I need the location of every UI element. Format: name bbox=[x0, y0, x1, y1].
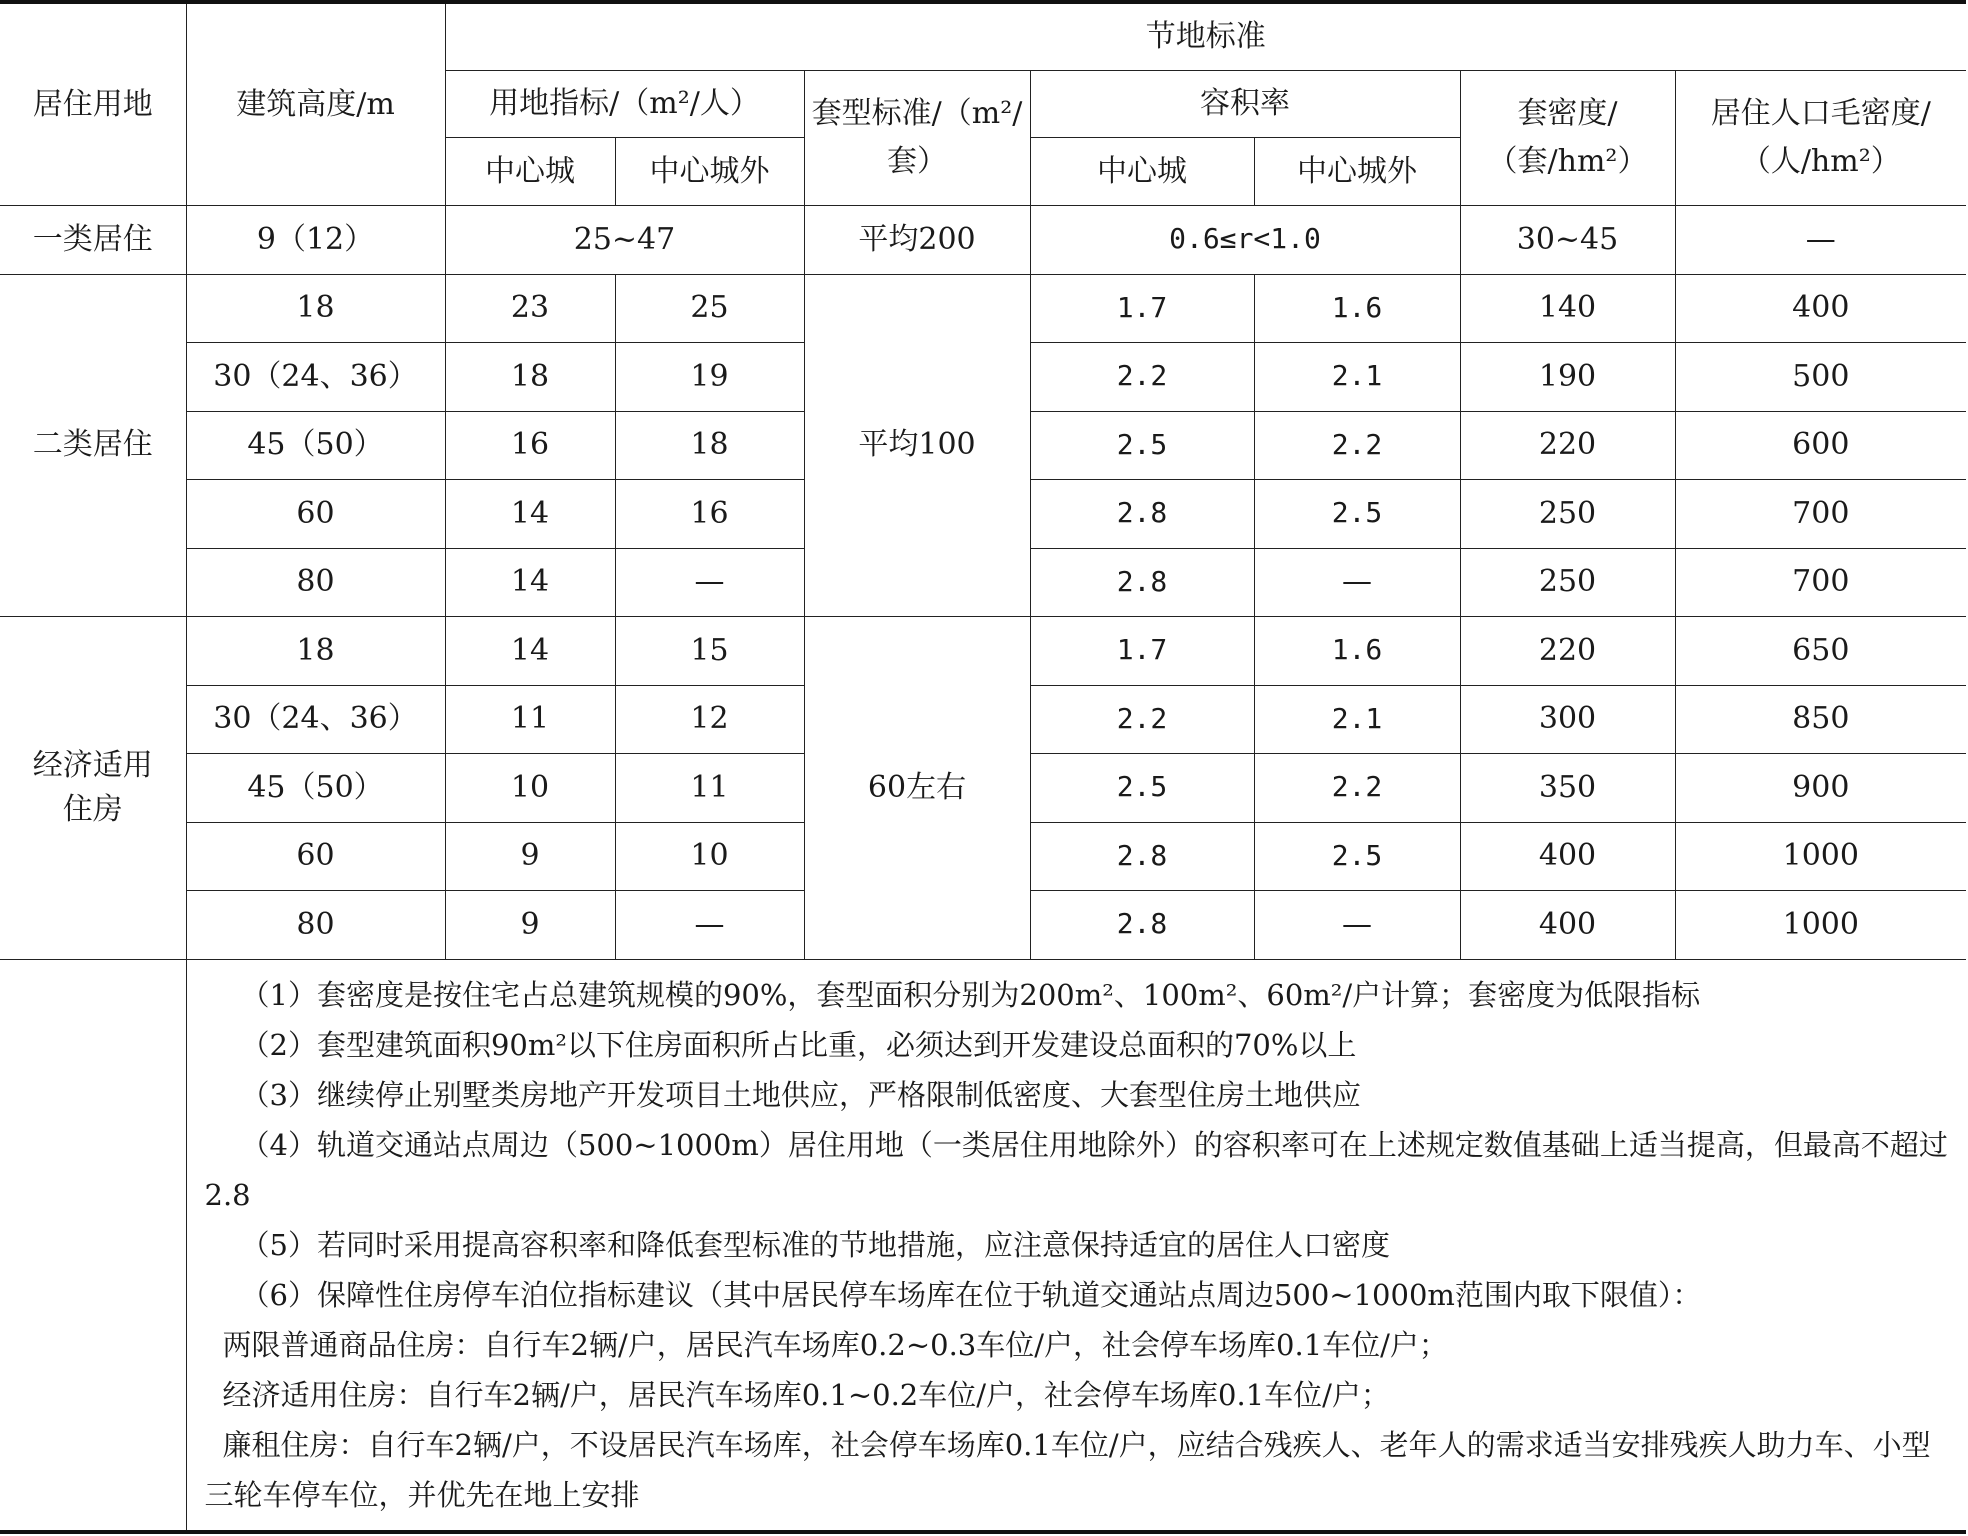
cell-far-center: 2.2 bbox=[1030, 685, 1254, 754]
group-affordable-unit: 60左右 bbox=[804, 617, 1030, 960]
cell-land: 25~47 bbox=[445, 206, 804, 275]
table-row bbox=[0, 617, 1966, 686]
group-class2-unit: 平均100 bbox=[804, 274, 1030, 617]
header-building-height: 建筑高度/m bbox=[186, 2, 445, 206]
cell-far: 0.6≤r<1.0 bbox=[1030, 206, 1460, 275]
cell-pop: 850 bbox=[1675, 685, 1966, 754]
cell-far-center: 2.8 bbox=[1030, 891, 1254, 960]
cell-pop: 650 bbox=[1675, 617, 1966, 686]
cell-land-center: 11 bbox=[445, 685, 615, 754]
cell-land-center: 9 bbox=[445, 822, 615, 891]
cell-pop: 700 bbox=[1675, 548, 1966, 617]
header-pop-density: 居住人口毛密度/（人/hm²） bbox=[1675, 71, 1966, 206]
note-5: （5）若同时采用提高容积率和降低套型标准的节地措施，应注意保持适宜的居住人口密度 bbox=[240, 1227, 1390, 1262]
cell-far-center: 2.8 bbox=[1030, 480, 1254, 549]
cell-land-outer: 12 bbox=[615, 685, 804, 754]
cell-far-outer: — bbox=[1254, 548, 1460, 617]
cell-height: 45（50） bbox=[186, 754, 445, 823]
note-4: （4）轨道交通站点周边（500~1000m）居住用地（一类居住用地除外）的容积率可在上述规定数值基础上适当提高，但最高不超过2.8 bbox=[204, 1127, 1948, 1212]
cell-pop: 1000 bbox=[1675, 891, 1966, 960]
cell-land-outer: 11 bbox=[615, 754, 804, 823]
note-8: 经济适用住房：自行车2辆/户，居民汽车场库0.1~0.2车位/户，社会停车场库0.1车位/户； bbox=[222, 1377, 1390, 1412]
header-unit-density: 套密度/（套/hm²） bbox=[1460, 71, 1675, 206]
cell-land-outer: 25 bbox=[615, 274, 804, 343]
header-land-center: 中心城 bbox=[445, 138, 615, 206]
table-row bbox=[0, 206, 1966, 275]
header-far: 容积率 bbox=[1030, 71, 1460, 138]
cell-far-outer: 2.1 bbox=[1254, 685, 1460, 754]
cell-pop: — bbox=[1675, 206, 1966, 275]
note-6: （6）保障性住房停车泊位指标建议（其中居民停车场库在位于轨道交通站点周边500~1000m范围内取下限值）： bbox=[240, 1277, 1702, 1312]
cell-height: 9（12） bbox=[186, 206, 445, 275]
cell-land-outer: 19 bbox=[615, 343, 804, 412]
cell-pop: 500 bbox=[1675, 343, 1966, 412]
cell-height: 80 bbox=[186, 891, 445, 960]
cell-land-outer: 18 bbox=[615, 411, 804, 480]
cell-land-outer: 15 bbox=[615, 617, 804, 686]
cell-height: 30（24、36） bbox=[186, 685, 445, 754]
cell-far-outer: 2.1 bbox=[1254, 343, 1460, 412]
note-3: （3）继续停止别墅类房地产开发项目土地供应，严格限制低密度、大套型住房土地供应 bbox=[240, 1077, 1361, 1112]
cell-far-outer: 2.2 bbox=[1254, 411, 1460, 480]
cell-density: 190 bbox=[1460, 343, 1675, 412]
cell-land-center: 18 bbox=[445, 343, 615, 412]
cell-density: 400 bbox=[1460, 891, 1675, 960]
cell-far-center: 1.7 bbox=[1030, 274, 1254, 343]
cell-height: 80 bbox=[186, 548, 445, 617]
cell-far-outer: — bbox=[1254, 891, 1460, 960]
cell-density: 250 bbox=[1460, 548, 1675, 617]
note-1: （1）套密度是按住宅占总建筑规模的90%，套型面积分别为200m²、100m²、60m²/户计算；套密度为低限指标 bbox=[240, 977, 1701, 1012]
group-class1: 一类居住 bbox=[0, 206, 186, 275]
cell-far-outer: 2.2 bbox=[1254, 754, 1460, 823]
cell-density: 220 bbox=[1460, 617, 1675, 686]
cell-far-center: 2.5 bbox=[1030, 411, 1254, 480]
cell-density: 220 bbox=[1460, 411, 1675, 480]
cell-density: 300 bbox=[1460, 685, 1675, 754]
cell-land-center: 10 bbox=[445, 754, 615, 823]
group-affordable: 经济适用住房 bbox=[0, 617, 186, 960]
cell-height: 45（50） bbox=[186, 411, 445, 480]
cell-far-center: 1.7 bbox=[1030, 617, 1254, 686]
header-land-outer: 中心城外 bbox=[615, 138, 804, 206]
cell-land-center: 23 bbox=[445, 274, 615, 343]
cell-density: 140 bbox=[1460, 274, 1675, 343]
cell-pop: 700 bbox=[1675, 480, 1966, 549]
notes-label-cell bbox=[0, 959, 186, 1532]
cell-density: 400 bbox=[1460, 822, 1675, 891]
cell-height: 30（24、36） bbox=[186, 343, 445, 412]
table-row bbox=[0, 274, 1966, 343]
cell-land-outer: 10 bbox=[615, 822, 804, 891]
note-7: 两限普通商品住房：自行车2辆/户，居民汽车场库0.2~0.3车位/户，社会停车场库0.1车位/户； bbox=[222, 1327, 1448, 1362]
cell-unit: 平均200 bbox=[804, 206, 1030, 275]
cell-height: 18 bbox=[186, 617, 445, 686]
cell-land-outer: 16 bbox=[615, 480, 804, 549]
note-9: 廉租住房：自行车2辆/户，不设居民汽车场库，社会停车场库0.1车位/户，应结合残疾人、老年人的需求适当安排残疾人助力车、小型三轮车停车位，并优先在地上安排 bbox=[204, 1427, 1931, 1512]
cell-pop: 900 bbox=[1675, 754, 1966, 823]
cell-land-outer: — bbox=[615, 548, 804, 617]
cell-far-center: 2.8 bbox=[1030, 822, 1254, 891]
cell-density: 30~45 bbox=[1460, 206, 1675, 275]
cell-land-center: 14 bbox=[445, 480, 615, 549]
cell-height: 60 bbox=[186, 480, 445, 549]
cell-density: 250 bbox=[1460, 480, 1675, 549]
cell-density: 350 bbox=[1460, 754, 1675, 823]
header-far-center: 中心城 bbox=[1030, 138, 1254, 206]
cell-far-center: 2.5 bbox=[1030, 754, 1254, 823]
cell-land-center: 14 bbox=[445, 548, 615, 617]
notes-row bbox=[0, 959, 1966, 1532]
header-land-use: 居住用地 bbox=[0, 2, 186, 206]
cell-land-center: 9 bbox=[445, 891, 615, 960]
cell-land-outer: — bbox=[615, 891, 804, 960]
note-2: （2）套型建筑面积90m²以下住房面积所占比重，必须达到开发建设总面积的70%以上 bbox=[240, 1027, 1357, 1062]
cell-far-outer: 1.6 bbox=[1254, 274, 1460, 343]
group-class2: 二类居住 bbox=[0, 274, 186, 617]
cell-height: 60 bbox=[186, 822, 445, 891]
cell-pop: 600 bbox=[1675, 411, 1966, 480]
notes-cell bbox=[186, 959, 1966, 1532]
cell-far-center: 2.2 bbox=[1030, 343, 1254, 412]
header-unit-standard: 套型标准/（m²/套） bbox=[804, 71, 1030, 206]
header-land-index: 用地指标/（m²/人） bbox=[445, 71, 804, 138]
cell-land-center: 16 bbox=[445, 411, 615, 480]
cell-pop: 1000 bbox=[1675, 822, 1966, 891]
cell-height: 18 bbox=[186, 274, 445, 343]
cell-far-center: 2.8 bbox=[1030, 548, 1254, 617]
header-group-title: 节地标准 bbox=[445, 2, 1966, 71]
cell-pop: 400 bbox=[1675, 274, 1966, 343]
cell-land-center: 14 bbox=[445, 617, 615, 686]
cell-far-outer: 2.5 bbox=[1254, 822, 1460, 891]
cell-far-outer: 1.6 bbox=[1254, 617, 1460, 686]
header-far-outer: 中心城外 bbox=[1254, 138, 1460, 206]
cell-far-outer: 2.5 bbox=[1254, 480, 1460, 549]
